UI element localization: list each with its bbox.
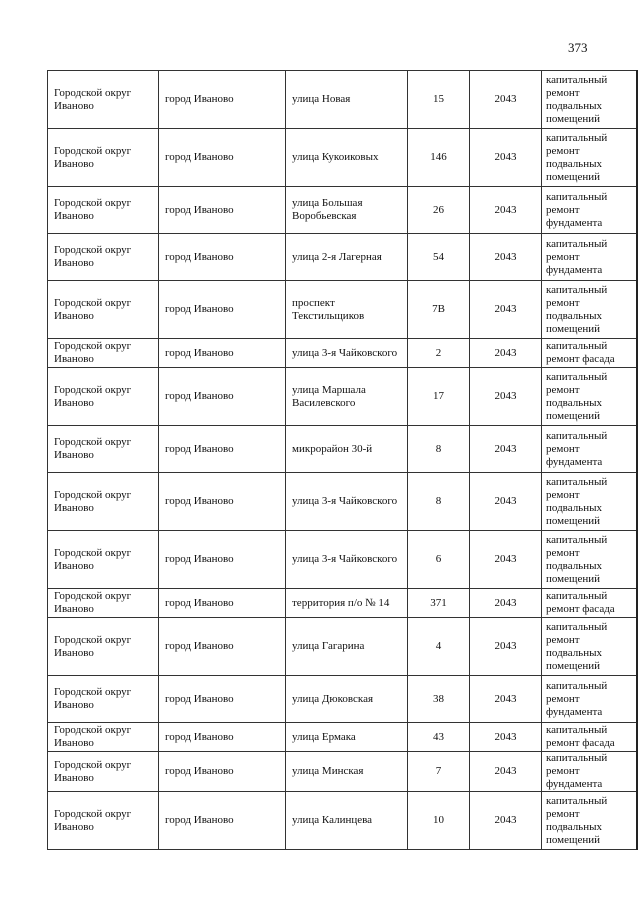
street-cell: улица Маршала Василевского <box>286 368 408 426</box>
house-number-cell: 15 <box>408 71 470 129</box>
settlement-cell: город Иваново <box>159 368 286 426</box>
municipality-cell: Городской округ Иваново <box>48 129 159 187</box>
table-row <box>48 234 637 281</box>
street-cell: улица Новая <box>286 71 408 129</box>
street-cell: улица Гагарина <box>286 618 408 676</box>
page-number: 373 <box>568 40 588 55</box>
street-cell: улица Кукоиковых <box>286 129 408 187</box>
year-cell: 2043 <box>470 531 542 589</box>
house-number-cell: 8 <box>408 473 470 531</box>
settlement-cell: город Иваново <box>159 71 286 129</box>
municipality-cell: Городской округ Иваново <box>48 187 159 234</box>
year-cell: 2043 <box>470 618 542 676</box>
settlement-cell: город Иваново <box>159 339 286 368</box>
street-cell: улица Большая Воробьевская <box>286 187 408 234</box>
settlement-cell: город Иваново <box>159 752 286 792</box>
settlement-cell: город Иваново <box>159 618 286 676</box>
municipality-cell: Городской округ Иваново <box>48 589 159 618</box>
street-cell: территория п/о № 14 <box>286 589 408 618</box>
house-number-cell: 10 <box>408 792 470 850</box>
settlement-cell: город Иваново <box>159 589 286 618</box>
municipality-cell: Городской округ Иваново <box>48 676 159 723</box>
table-row <box>48 129 637 187</box>
work-type-cell: капитальный ремонт подвальных помещений <box>542 129 637 187</box>
settlement-cell: город Иваново <box>159 129 286 187</box>
work-type-cell: капитальный ремонт подвальных помещений <box>542 618 637 676</box>
municipality-cell: Городской округ Иваново <box>48 723 159 752</box>
year-cell: 2043 <box>470 473 542 531</box>
year-cell: 2043 <box>470 281 542 339</box>
table-row <box>48 531 637 589</box>
work-type-cell: капитальный ремонт фасада <box>542 723 637 752</box>
house-number-cell: 17 <box>408 368 470 426</box>
house-number-cell: 26 <box>408 187 470 234</box>
work-type-cell: капитальный ремонт фундамента <box>542 752 637 792</box>
house-number-cell: 7 <box>408 752 470 792</box>
year-cell: 2043 <box>470 129 542 187</box>
settlement-cell: город Иваново <box>159 792 286 850</box>
year-cell: 2043 <box>470 187 542 234</box>
year-cell: 2043 <box>470 71 542 129</box>
work-type-cell: капитальный ремонт подвальных помещений <box>542 792 637 850</box>
municipality-cell: Городской округ Иваново <box>48 618 159 676</box>
table-row <box>48 792 637 850</box>
year-cell: 2043 <box>470 426 542 473</box>
table-row <box>48 339 637 368</box>
work-type-cell: капитальный ремонт подвальных помещений <box>542 531 637 589</box>
table-row <box>48 368 637 426</box>
street-cell: улица 3-я Чайковского <box>286 339 408 368</box>
work-type-cell: капитальный ремонт фундамента <box>542 187 637 234</box>
municipality-cell: Городской округ Иваново <box>48 339 159 368</box>
table-row <box>48 752 637 792</box>
settlement-cell: город Иваново <box>159 531 286 589</box>
settlement-cell: город Иваново <box>159 187 286 234</box>
street-cell: улица Дюковская <box>286 676 408 723</box>
repair-schedule-table <box>47 70 638 850</box>
house-number-cell: 146 <box>408 129 470 187</box>
municipality-cell: Городской округ Иваново <box>48 752 159 792</box>
street-cell: микрорайон 30-й <box>286 426 408 473</box>
house-number-cell: 4 <box>408 618 470 676</box>
year-cell: 2043 <box>470 234 542 281</box>
house-number-cell: 2 <box>408 339 470 368</box>
street-cell: улица Ермака <box>286 723 408 752</box>
table-row <box>48 187 637 234</box>
settlement-cell: город Иваново <box>159 473 286 531</box>
year-cell: 2043 <box>470 339 542 368</box>
work-type-cell: капитальный ремонт фасада <box>542 339 637 368</box>
settlement-cell: город Иваново <box>159 281 286 339</box>
table-row <box>48 723 637 752</box>
street-cell: проспект Текстильщиков <box>286 281 408 339</box>
house-number-cell: 38 <box>408 676 470 723</box>
street-cell: улица Минская <box>286 752 408 792</box>
table-row <box>48 676 637 723</box>
settlement-cell: город Иваново <box>159 234 286 281</box>
settlement-cell: город Иваново <box>159 723 286 752</box>
house-number-cell: 7В <box>408 281 470 339</box>
table-row <box>48 589 637 618</box>
year-cell: 2043 <box>470 589 542 618</box>
house-number-cell: 54 <box>408 234 470 281</box>
work-type-cell: капитальный ремонт подвальных помещений <box>542 71 637 129</box>
table-row <box>48 426 637 473</box>
year-cell: 2043 <box>470 723 542 752</box>
street-cell: улица 2-я Лагерная <box>286 234 408 281</box>
year-cell: 2043 <box>470 792 542 850</box>
municipality-cell: Городской округ Иваново <box>48 281 159 339</box>
year-cell: 2043 <box>470 676 542 723</box>
work-type-cell: капитальный ремонт фундамента <box>542 234 637 281</box>
house-number-cell: 8 <box>408 426 470 473</box>
municipality-cell: Городской округ Иваново <box>48 234 159 281</box>
work-type-cell: капитальный ремонт подвальных помещений <box>542 368 637 426</box>
municipality-cell: Городской округ Иваново <box>48 792 159 850</box>
street-cell: улица 3-я Чайковского <box>286 473 408 531</box>
work-type-cell: капитальный ремонт подвальных помещений <box>542 473 637 531</box>
municipality-cell: Городской округ Иваново <box>48 531 159 589</box>
street-cell: улица Калинцева <box>286 792 408 850</box>
municipality-cell: Городской округ Иваново <box>48 473 159 531</box>
table-row <box>48 281 637 339</box>
work-type-cell: капитальный ремонт фундамента <box>542 676 637 723</box>
house-number-cell: 371 <box>408 589 470 618</box>
municipality-cell: Городской округ Иваново <box>48 368 159 426</box>
house-number-cell: 6 <box>408 531 470 589</box>
table-row <box>48 618 637 676</box>
year-cell: 2043 <box>470 752 542 792</box>
table-row <box>48 473 637 531</box>
table-row <box>48 71 637 129</box>
house-number-cell: 43 <box>408 723 470 752</box>
table-body <box>48 71 637 850</box>
year-cell: 2043 <box>470 368 542 426</box>
settlement-cell: город Иваново <box>159 676 286 723</box>
municipality-cell: Городской округ Иваново <box>48 71 159 129</box>
street-cell: улица 3-я Чайковского <box>286 531 408 589</box>
work-type-cell: капитальный ремонт фасада <box>542 589 637 618</box>
municipality-cell: Городской округ Иваново <box>48 426 159 473</box>
work-type-cell: капитальный ремонт подвальных помещений <box>542 281 637 339</box>
settlement-cell: город Иваново <box>159 426 286 473</box>
work-type-cell: капитальный ремонт фундамента <box>542 426 637 473</box>
